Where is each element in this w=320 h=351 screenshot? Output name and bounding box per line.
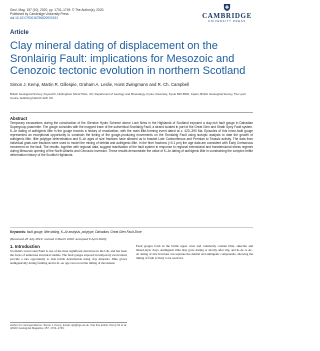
author-list[interactable]: Simon J. Kemp, Martin R. Gillespie, Graham A. Leslie, Horst Zwingmann and R. Ch. Campbell xyxy=(10,82,190,87)
body-column-left xyxy=(10,245,127,266)
crest-icon xyxy=(223,4,231,11)
abstract-section xyxy=(10,112,253,158)
keywords-label: Keywords: xyxy=(10,229,27,234)
footnote: Author for correspondence: Simon J. Kemp, Email: sjk@bgs.ac.uk. Cite this article: Kemp SJ et al. (2020) Geological Magazine 157, 1731–1749. xyxy=(10,324,127,331)
abstract-heading: Abstract xyxy=(10,116,27,121)
intro-heading: 1. Introduction xyxy=(10,244,40,249)
article-type-label: Article xyxy=(10,30,29,36)
publisher-logo[interactable] xyxy=(201,8,253,23)
publisher-name: CAMBRIDGE xyxy=(202,12,252,20)
affiliations: British Geological Survey, Keyworth, Nottingham NG12 5GG, UK; Department of Geology and Mineralogy, Kyoto University, Kyoto 606-8502, Japan; British Geological Survey, The Lyell Centre, Edinburgh EH14 4AP, UK xyxy=(10,92,246,100)
received-dates: (Received 28 July 2019; revised 3 March 2020; accepted 6 April 2020) xyxy=(10,237,107,241)
doi-link[interactable]: doi:10.1017/S0016756820000151 xyxy=(10,16,59,21)
paper-title: Clay mineral dating of displacement on the Sronlairig Fault: implications for Mesozoic and Cenozoic tectonic evolution in northern Scotland xyxy=(10,40,246,77)
publisher-subtitle: UNIVERSITY PRESS xyxy=(208,20,246,23)
intro-paragraph-right: Fault gouges form in the brittle upper crust and commonly contain illite, smectite and mixed-layer clays. Authigenic illite may grow during or shortly after slip, and K–Ar or Ar–Ar dating of size fractions can separate the detrital and authigenic components, allowing the timing of fault activity to be resolved. xyxy=(136,244,253,260)
citation-line: Geol. Mag. 157 (10), 2020, pp. 1731–1749. © The Author(s), 2020. xyxy=(10,8,105,12)
intro-paragraph-left: Scotland's Great Glen Fault is one of the most significant structures in the UK, and has been the focus of numerous structural studies. The fault gouges exposed in temporary excavations provide a rare opportunity to date brittle deformation using clay minerals. Illite grows authigenically during faulting and its K–Ar age can record the timing of movement. xyxy=(10,249,127,266)
body-column-right xyxy=(136,245,253,261)
keywords-text: fault gouge, illite dating, K–Ar analysis, polytype, Dalradian, Great Glen Fault Zone xyxy=(26,229,142,234)
citation-line: Published by Cambridge University Press xyxy=(10,12,69,17)
keywords-row xyxy=(10,227,253,234)
citation-block xyxy=(10,8,104,21)
journal-header xyxy=(10,8,253,28)
abstract-text: Temporary excavations during the construction of the Glendoe Hydro Scheme above Loch Ness in the Highlands of Scotland exposed a clay-rich fault gouge in Dalradian Supergroup psammite. The gouge coincides with the mapped trace of the subvertical Sronlairig Fault, a strand located in part of the Great Glen and Strath Spey Fault system. K–Ar dating of authigenic illite in the gouge records a history of reactivation, with the main illite-forming event dated at c. 420–390 Ma. Episodes of this micro-fault gouge represented an exceptional opportunity to constrain the timing of the gouge-producing movements on the Sronlairig Fault using isotopic analysis to date the growth of authigenic illite. Illite polytype determination and K–Ar ages of size fractions have allowed us to bracket Late Carboniferous and Permian to Triassic activity. The data from individual grain-size fractions were used to model the mixing of detrital and authigenic illite. In the finer fractions (<0.1 µm) the age data are consistent with Early Cretaceous movement on the fault. The results, together with regional data, suggest reactivation of the fault system in response to regional extensional and transtensional stress regimes during Mesozoic opening of the North Atlantic and Cenozoic inversion. These results demonstrate the value of K–Ar dating of authigenic illite in constraining the complex brittle deformation history of the Scottish Highlands. xyxy=(10,121,253,157)
